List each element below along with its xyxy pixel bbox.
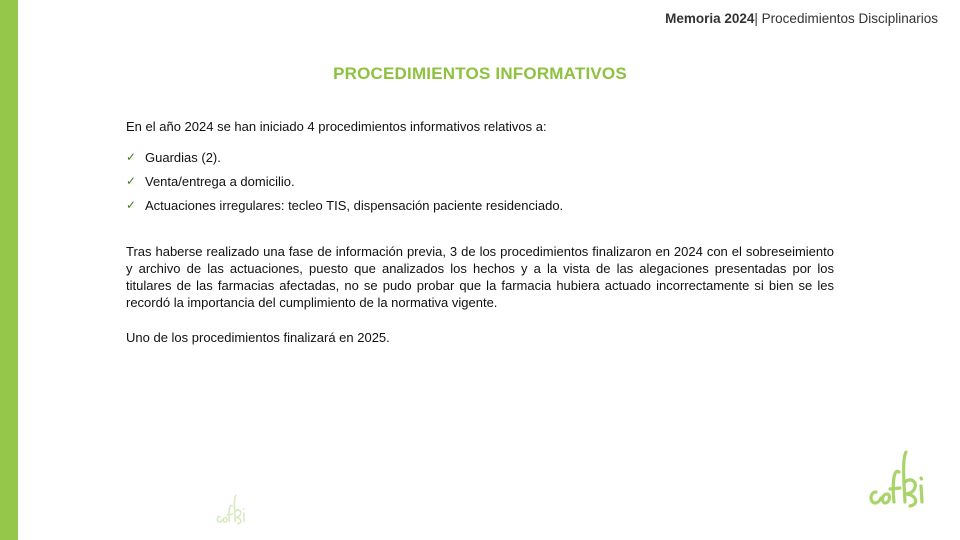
check-icon: ✓ bbox=[126, 174, 137, 188]
check-icon: ✓ bbox=[126, 198, 137, 212]
page-title: PROCEDIMIENTOS INFORMATIVOS bbox=[333, 64, 627, 83]
header-title: Memoria 2024 bbox=[665, 11, 755, 26]
list-item-label: Actuaciones irregulares: tecleo TIS, dispensación paciente residenciado. bbox=[145, 198, 564, 213]
list-item-label: Guardias (2). bbox=[145, 150, 221, 165]
list-item bbox=[126, 197, 834, 221]
content-body bbox=[126, 118, 834, 364]
header-separator: | bbox=[754, 11, 758, 26]
list-item-label: Venta/entrega a domicilio. bbox=[145, 174, 295, 189]
check-icon: ✓ bbox=[126, 150, 137, 164]
list-item bbox=[126, 173, 834, 197]
closing-text: Uno de los procedimientos finalizará en 2025. bbox=[126, 330, 390, 345]
cofbi-logo-watermark bbox=[214, 490, 248, 530]
list-item bbox=[126, 149, 834, 173]
header-subtitle: Procedimientos Disciplinarios bbox=[761, 11, 938, 26]
check-list bbox=[126, 149, 834, 221]
body-paragraph: Tras haberse realizado una fase de información previa, 3 de los procedimientos finalizaron en 2024 con el sobreseimiento y archivo de las actuaciones, puesto que analizados los hechos y a la vista de las alegaciones presentadas por los titulares de las farmacias afectadas, no se pudo probar que la farmacia hubiera actuado incorrectamente si bien se les recordó la importancia del cumplimiento de la normativa vigente. bbox=[126, 244, 834, 310]
cofbi-logo bbox=[866, 442, 928, 518]
intro-text: En el año 2024 se han iniciado 4 procedimientos informativos relativos a: bbox=[126, 119, 547, 134]
page-header bbox=[665, 11, 938, 26]
